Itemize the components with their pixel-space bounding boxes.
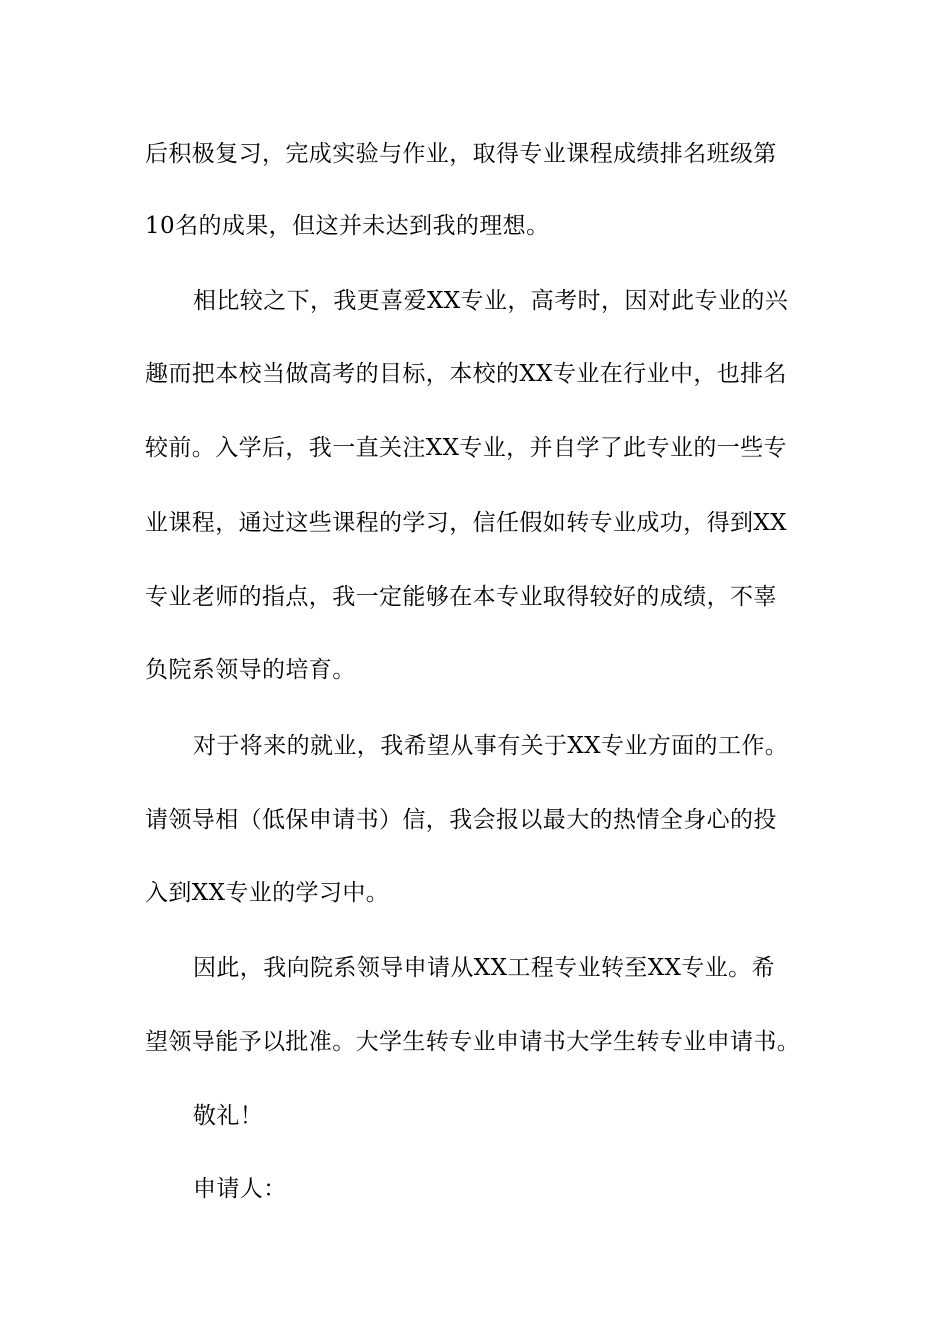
salutation-line: 敬礼！: [193, 1103, 264, 1129]
paragraph-start-line: 相比较之下，我更喜爱XX专业，高考时，因对此专业的兴: [193, 288, 789, 314]
text-line: 入到XX专业的学习中。: [145, 880, 390, 906]
text-line: 负院系领导的培育。: [145, 657, 356, 683]
paragraph-start-line: 因此，我向院系领导申请从XX工程专业转至XX专业。希: [193, 955, 775, 981]
text-line: 较前。入学后，我一直关注XX专业，并自学了此专业的一些专: [145, 435, 787, 461]
applicant-label: 申请人：: [193, 1176, 287, 1202]
text-line: 专业老师的指点，我一定能够在本专业取得较好的成绩，不辜: [145, 584, 777, 610]
text-line: 趣而把本校当做高考的目标，本校的XX专业在行业中，也排名: [145, 361, 787, 387]
text-line: 业课程，通过这些课程的学习，信任假如转专业成功，得到XX: [145, 510, 787, 536]
text-line: 请领导相（低保申请书）信，我会报以最大的热情全身心的投: [145, 807, 777, 833]
paragraph-start-line: 对于将来的就业，我希望从事有关于XX专业方面的工作。: [193, 733, 789, 759]
text-line: 望领导能予以批准。大学生转专业申请书大学生转专业申请书。: [145, 1029, 801, 1055]
text-line: 后积极复习，完成实验与作业，取得专业课程成绩排名班级第: [145, 141, 777, 167]
text-line: 10名的成果，但这并未达到我的理想。: [145, 213, 550, 239]
